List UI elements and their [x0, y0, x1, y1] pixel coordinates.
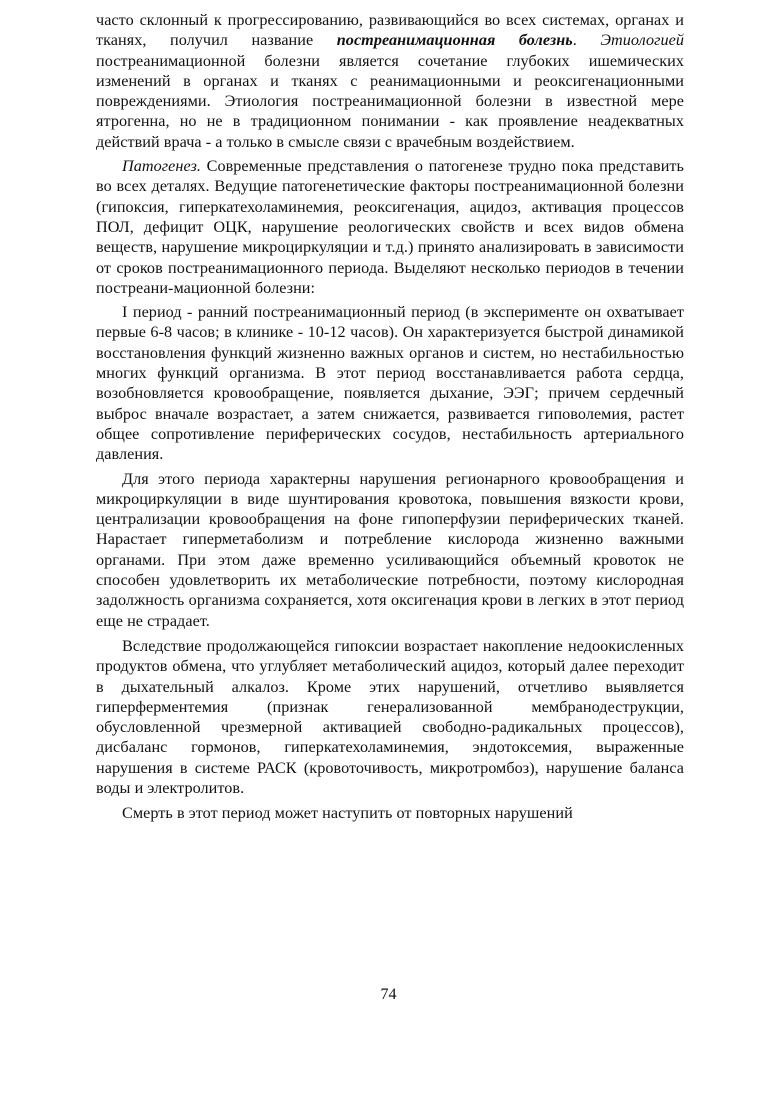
term-post-resuscitation-disease: постреанимационная болезнь — [336, 31, 573, 50]
paragraph-intro — [96, 10, 684, 152]
paragraph-death: Смерть в этот период может наступить от повторных нарушений — [122, 804, 573, 823]
intro-term-punctuation: . — [572, 31, 601, 50]
document-body — [96, 10, 684, 824]
paragraph-hypoxia: Вследствие продолжающейся гипоксии возрастает накопление недоокисленных продуктов обмена, что углубляет метаболический ацидоз, который далее переходит в дыхательный алкалоз. Кроме этих нарушений, отчетливо выявляется гиперферментемия (признак генерализованной мембранодеструкции, обусловленной чрезмерной активацией свободно-радикальных процессов), дисбаланс гормонов, гиперкатехоламинемия, эндотоксемия, выраженные нарушения в системе РАСК (кровоточивость, микротромбоз), нарушение баланса воды и электролитов. — [96, 636, 684, 797]
term-etiology: Этиологией — [600, 31, 685, 50]
pathogenesis-text: Современные представления о патогенезе трудно пока представить во всех деталях. Ведущие патогенетические факторы постреанимационной болезни (гипоксия, гиперкатехоламинемия, реоксигенация, ацидоз, активация процессов ПОЛ, дефицит ОЦК, нарушение реологических свойств и всех видов обмена веществ, нарушение микроциркуляции и т.д.) принято анализировать в зависимости от сроков постреанимационного периода. Выделяют несколько периодов в течении постреани-мационной болезни: — [96, 157, 684, 297]
paragraph-pathogenesis — [96, 156, 684, 298]
page-number: 74 — [380, 986, 397, 1003]
paragraph-period-one: I период - ранний постреанимационный период (в эксперименте он охватывает первые 6-8 часов; в клинике - 10-12 часов). Он характеризуется быстрой динамикой восстановления функций жизненно важных органов и систем, но нестабильностью многих функций организма. В этот период восстанавливается работа сердца, возобновляется кровообращение, появляется дыхание, ЭЭГ; причем сердечный выброс вначале возрастает, а затем снижается, развивается гиповолемия, растет общее сопротивление периферических сосудов, нестабильность артериального давления. — [96, 303, 684, 464]
paragraph-circulation: Для этого периода характерны нарушения регионарного кровообращения и микроциркуляции в виде шунтирования кровотока, повышения вязкости крови, централизации кровообращения на фоне гипоперфузии периферических тканей. Нарастает гиперметаболизм и потребление кислорода жизненно важными органами. При этом даже временно усиливающийся объемный кровоток не способен удовлетворить их метаболические потребности, поэтому кислородная задолжность организма сохраняется, хотя оксигенация крови в легких в этот период еще не страдает. — [96, 469, 684, 630]
intro-tail-text: постреанимационной болезни является сочетание глубоких ишемических изменений в органах и тканях с реанимационными и реоксигенационными повреждениями. Этиология постреанимационной болезни в известной мере ятрогенна, но не в традиционном понимании - как проявление неадекватных действий врача - а только в смысле связи с врачебным воздействием. — [96, 51, 684, 151]
intro-lead-text: часто склонный к прогрессированию, развивающийся во всех системах, органах и тканях, получил название — [96, 11, 684, 50]
term-pathogenesis: Патогенез. — [122, 157, 201, 176]
